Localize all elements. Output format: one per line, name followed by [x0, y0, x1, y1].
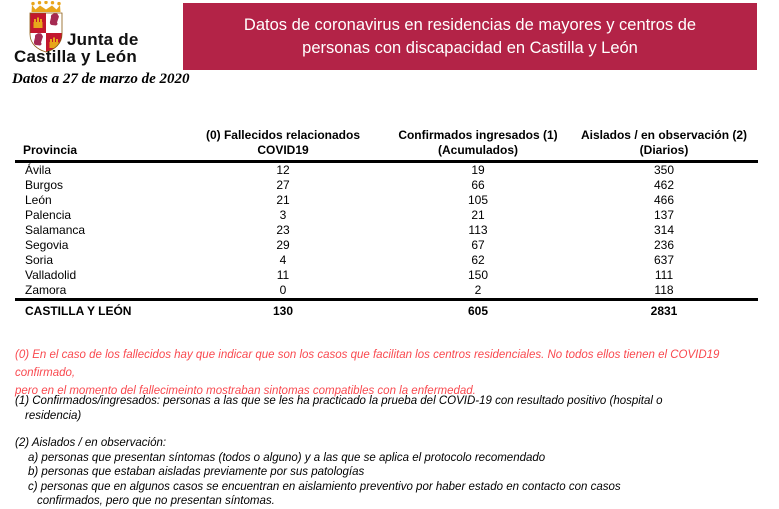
- covid-residences-table: [15, 122, 758, 320]
- logo-text-line2: Castilla y León: [14, 47, 137, 66]
- footnote-1-line1: (1) Confirmados/ingresados: personas a las que se les ha practicado la prueba del COVID-19 con resultado positivo (hospital o: [15, 395, 663, 407]
- table-row: Ávila 12 19 350: [25, 163, 675, 177]
- header-aislados: Aislados / en observación (2) (Diarios): [570, 122, 758, 162]
- footnote-0: [15, 346, 763, 400]
- header-provincia: Provincia: [15, 122, 180, 162]
- footnote-2-item-c-line2: confirmados, pero que no presentan síntomas.: [37, 495, 275, 508]
- table-row: Burgos 27 66 462: [25, 178, 675, 192]
- logo-text-line1: Junta de: [67, 30, 139, 49]
- footnote-0-line1: (0) En el caso de los fallecidos hay que indicar que son los casos que facilitan los centros residenciales. No todos ellos tienen el COVID19 confirmado,: [15, 349, 720, 379]
- title-banner: [183, 3, 757, 70]
- footnote-2: [15, 436, 763, 509]
- footnote-2-item-a: a) personas que presentan síntomas (todos o alguno) y a las que se aplica el protocolo recomendado: [28, 451, 546, 464]
- header-confirmados: Confirmados ingresados (1) (Acumulados): [386, 122, 570, 162]
- table-row: Segovia 29 67 236: [25, 238, 675, 252]
- junta-castilla-leon-logo: [14, 0, 182, 68]
- footnote-1: [15, 394, 763, 423]
- footnote-0-line2: pero en el momento del fallecimeinto mostraban sintomas compatibles con la enfermedad.: [15, 385, 476, 397]
- table-body: [15, 162, 758, 321]
- table-total-row: CASTILLA Y LEÓN 130 605 2831: [25, 304, 678, 318]
- coat-of-arms-icon: [26, 1, 66, 53]
- title-line1: Datos de coronavirus en residencias de mayores y centros de: [243, 15, 697, 34]
- table-row: Zamora 0 2 118: [15, 283, 758, 300]
- table-row: Palencia 3 21 137: [25, 208, 675, 222]
- footnote-2-item-b: b) personas que estaban aisladas previamente por sus patologías: [28, 466, 365, 479]
- table-header: [15, 122, 758, 162]
- footnote-2-intro: (2) Aislados / en observación:: [15, 437, 167, 449]
- footnote-2-item-c-line1: c) personas que en algunos casos se encuentran en aislamiento preventivo por haber estado en contacto con casos: [28, 480, 621, 493]
- footnote-1-line2: residencia): [25, 409, 82, 422]
- table-row: León 21 105 466: [25, 193, 675, 207]
- header-fallecidos: (0) Fallecidos relacionados COVID19: [180, 122, 386, 162]
- table-row: Valladolid 11 150 111: [25, 268, 674, 282]
- table-row: Soria 4 62 637: [25, 253, 675, 267]
- report-date: Datos a 27 de marzo de 2020: [12, 71, 190, 87]
- crown-icon: [31, 1, 60, 12]
- title-line2: personas con discapacidad en Castilla y León: [302, 38, 638, 57]
- table-row: Salamanca 23 113 314: [25, 223, 675, 237]
